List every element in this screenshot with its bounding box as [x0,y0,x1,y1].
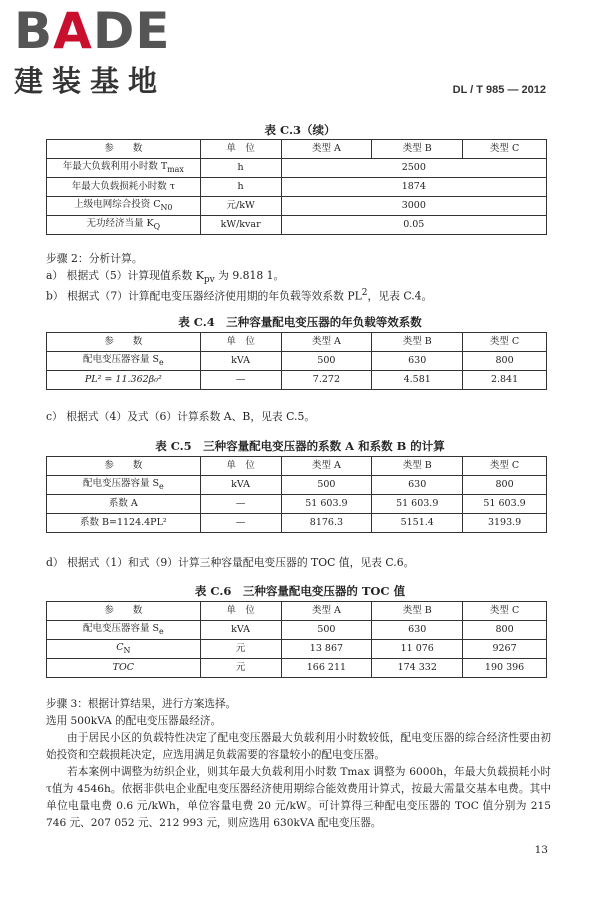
header-type-a: 类型 A [281,602,372,621]
table-row [47,352,547,371]
cell-type-c: 800 [463,352,547,371]
row-label: 上级电网综合投资 $C_{N0}$ [47,197,201,216]
cell-type-b: 4.581 [372,371,463,390]
header-unit: 单 位 [200,457,281,476]
row-value: 2500 [281,159,546,178]
table-c3-caption: 表 C.3（续） [264,123,336,137]
row-unit: kW/kvar [200,216,281,235]
row-label: 年最大负载利用小时数 $T_{max}$ [47,159,201,178]
table-c4-caption: 表 C.4 三种容量配电变压器的年负载等效系数 [178,315,422,329]
cell-type-b: 630 [372,621,463,640]
row-label: 配电变压器容量 $S_e$ [47,352,201,371]
table-header-row [47,602,547,621]
cell-type-c: 9267 [463,640,547,659]
cell-type-a: 166 211 [281,659,372,678]
row-label: $C_N$ [47,640,201,659]
logo-subtitle: 建装基地 [14,64,167,98]
bade-logo [14,2,171,100]
row-unit: h [200,159,281,178]
step3-section [46,696,551,832]
cell-type-c: 800 [463,476,547,495]
cell-type-b: 630 [372,476,463,495]
cell-type-a: 51 603.9 [281,495,372,514]
table-c5 [46,456,547,533]
standard-code: DL / T 985 — 2012 [452,84,546,96]
row-label: PL² = 11.362β₀² [47,371,201,390]
cell-type-b: 11 076 [372,640,463,659]
row-unit: kVA [200,621,281,640]
table-header-row [47,140,547,159]
table-c5-caption: 表 C.5 三种容量配电变压器的系数 A 和系数 B 的计算 [155,439,445,453]
step3-conclusion: 选用 500kVA 的配电变压器最经济。 [46,715,222,727]
header-param: 参 数 [47,333,201,352]
row-label: 配电变压器容量 $S_e$ [47,476,201,495]
step-c: c） 根据式（4）及式（6）计算系数 A、B，见表 C.5。 [46,410,316,423]
row-unit: kVA [200,476,281,495]
header-unit: 单 位 [200,140,281,159]
header-type-a: 类型 A [281,457,372,476]
table-c4 [46,332,547,390]
cell-type-b: 630 [372,352,463,371]
table-c6-caption: 表 C.6 三种容量配电变压器的 TOC 值 [194,584,406,598]
row-unit: h [200,178,281,197]
step3-title: 步骤 3：根据计算结果，进行方案选择。 [46,698,237,710]
table-header-row [47,457,547,476]
row-label: 年最大负载损耗小时数 τ [47,178,201,197]
table-row [47,640,547,659]
cell-type-a: 7.272 [281,371,372,390]
cell-type-a: 13 867 [281,640,372,659]
header-unit: 单 位 [200,333,281,352]
table-row [47,476,547,495]
row-unit: — [200,371,281,390]
table-row [47,659,547,678]
header-param: 参 数 [47,457,201,476]
cell-type-c: 2.841 [463,371,547,390]
step-d: d） 根据式（1）和式（9）计算三种容量配电变压器的 TOC 值，见表 C.6。 [46,556,415,569]
table-header-row [47,333,547,352]
step3-case-adjustment: 若本案例中调整为纺织企业，则其年最大负载利用小时数 Tmax 调整为 6000h，年最大负载损耗小时 τ值为 4546h。依据非供电企业配电变压器经济使用期综合能效费用计算式，按最大需量交基本电费。其中单位电量电费 0.6 元/kWh，单位容量电费 20 元/kW。可计算得三种配电变压器的 TOC 值分别为 215 746 元、207 052 元、212 993 元，则应选用 630kVA 配电变压器。 [46,766,551,829]
step2-item-b: b） 根据式（7）计算配电变压器经济使用期的年负载等效系数 $PL^2$，见表 C.4。 [46,288,433,303]
row-unit: — [200,495,281,514]
header-param: 参 数 [47,140,201,159]
table-c6 [46,601,547,678]
header-type-a: 类型 A [281,140,372,159]
header-type-b: 类型 B [372,602,463,621]
cell-type-a: 500 [281,476,372,495]
row-label: 系数 B=1124.4PL² [47,514,201,533]
row-unit: kVA [200,352,281,371]
header-type-b: 类型 B [372,457,463,476]
cell-type-c: 190 396 [463,659,547,678]
row-label: 无功经济当量 $K_Q$ [47,216,201,235]
step2-title: 步骤 2：分析计算。 [46,252,143,265]
table-row [47,159,547,178]
step2-item-a: a） 根据式（5）计算现值系数 $K_{pv}$ 为 9.818 1。 [46,269,285,286]
row-value: 3000 [281,197,546,216]
header-type-c: 类型 C [463,140,547,159]
table-row [47,371,547,390]
header-type-a: 类型 A [281,333,372,352]
row-value: 1874 [281,178,546,197]
row-label: 配电变压器容量 $S_e$ [47,621,201,640]
header-type-b: 类型 B [372,333,463,352]
cell-type-c: 51 603.9 [463,495,547,514]
table-row [47,514,547,533]
row-unit: 元/kW [200,197,281,216]
header-unit: 单 位 [200,602,281,621]
row-unit: 元 [200,659,281,678]
table-row [47,197,547,216]
cell-type-c: 3193.9 [463,514,547,533]
header-type-c: 类型 C [463,602,547,621]
cell-type-a: 8176.3 [281,514,372,533]
row-label: 系数 A [47,495,201,514]
cell-type-a: 500 [281,621,372,640]
cell-type-a: 500 [281,352,372,371]
header-type-c: 类型 C [463,457,547,476]
cell-type-b: 174 332 [372,659,463,678]
cell-type-b: 51 603.9 [372,495,463,514]
header-type-b: 类型 B [372,140,463,159]
header-param: 参 数 [47,602,201,621]
table-row [47,495,547,514]
row-unit: 元 [200,640,281,659]
header-type-c: 类型 C [463,333,547,352]
cell-type-b: 5151.4 [372,514,463,533]
step3-explanation: 由于居民小区的负载特性决定了配电变压器最大负载利用小时数较低，配电变压器的综合经济性要由初始投资和空载损耗决定，应选用满足负载需要的容量较小的配电变压器。 [46,732,551,761]
page-number: 13 [534,844,548,856]
table-row [47,216,547,235]
logo-wordmark: BADE [14,2,171,60]
row-value: 0.05 [281,216,546,235]
row-unit: — [200,514,281,533]
table-row [47,621,547,640]
row-label: TOC [47,659,201,678]
table-c3 [46,139,547,235]
cell-type-c: 800 [463,621,547,640]
table-row [47,178,547,197]
